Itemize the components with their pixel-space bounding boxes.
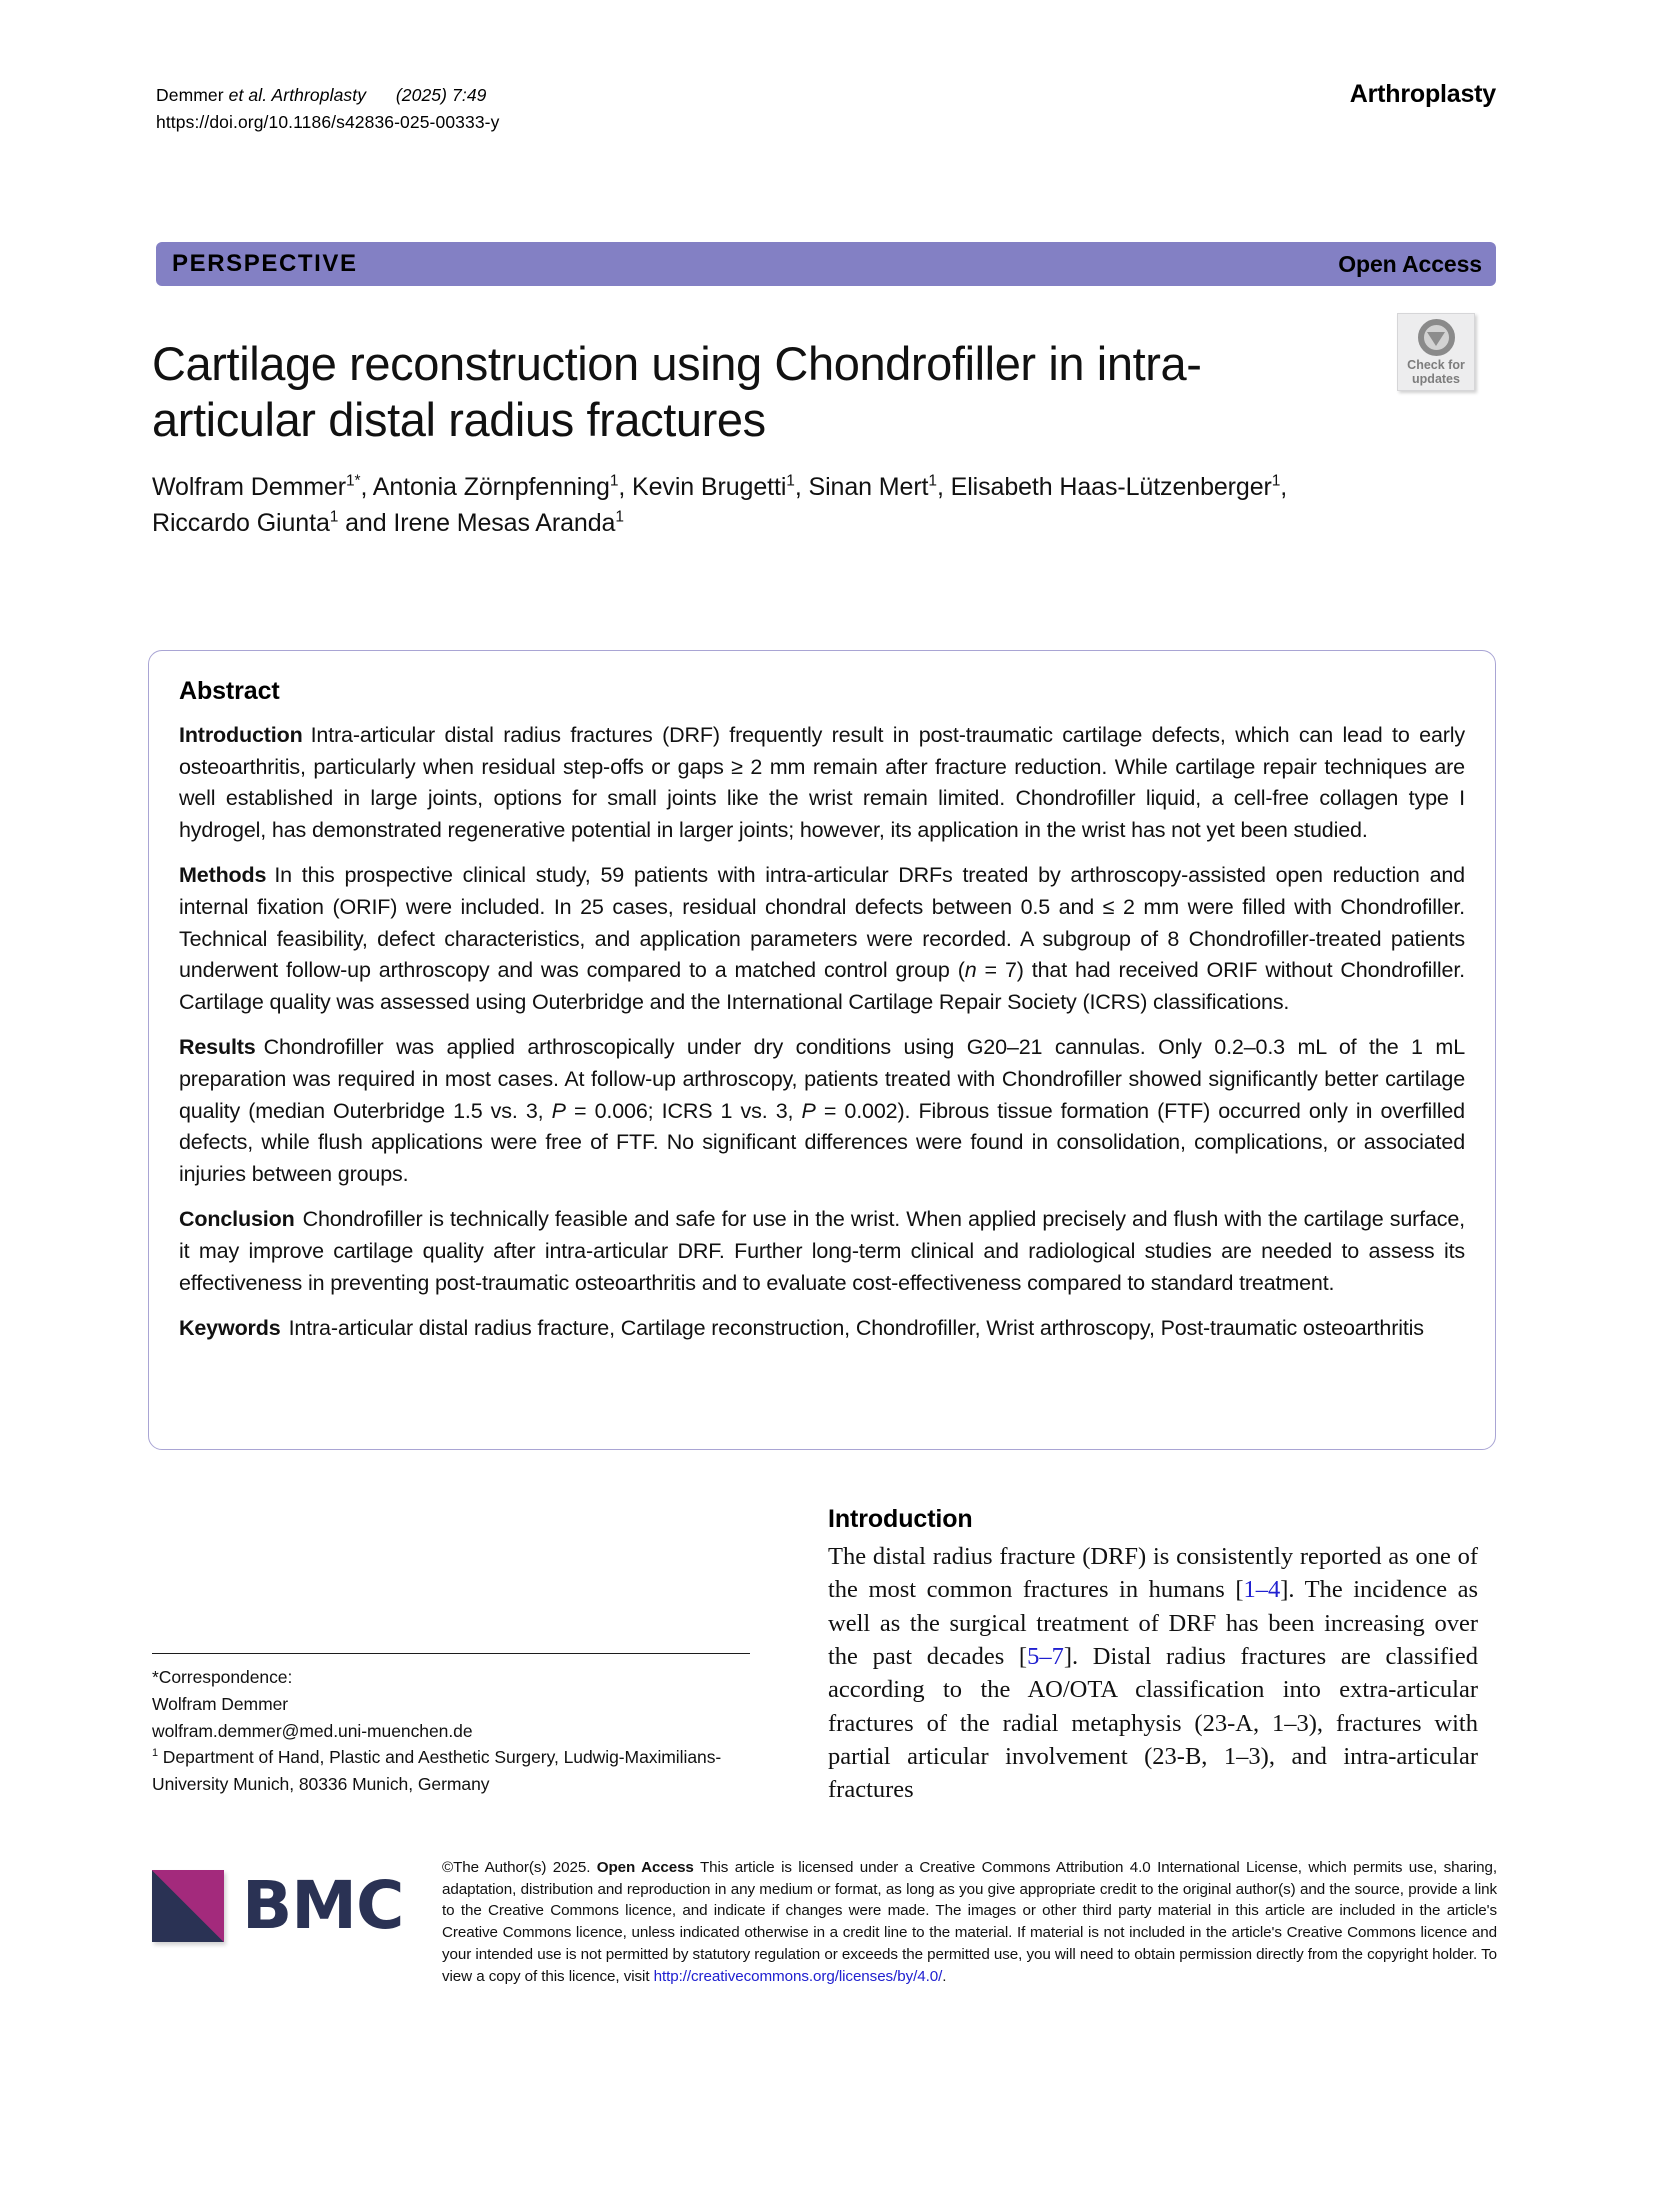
- author-5-sup: 1: [1271, 472, 1281, 490]
- author-7-sup: 1: [615, 508, 624, 526]
- abstract-methods-text-1: In this prospective clinical study, 59 patients with intra-articular DRFs treated by arthroscopy-assisted open reduction and internal fixation (ORIF) were included. In 25 cases, residual chondral defects between 0.5 and ≤ 2 mm were filled with Chondrofiller. Technical feasibility, defect characteristics, and application parameters were recorded. A subgroup of 8 Chondrofiller-treated patients underwent follow-up arthroscopy and was compared to a matched control group (: [179, 863, 1465, 983]
- affiliation-text: Department of Hand, Plastic and Aesthetic Surgery, Ludwig-Maximilians-University Munich, 80336 Munich, Germany: [152, 1747, 722, 1794]
- license-copyright: ©The Author(s) 2025.: [442, 1859, 597, 1876]
- author-2: , Antonia Zörnpfenning: [360, 473, 610, 501]
- abstract-conclusion-label: Conclusion: [179, 1207, 295, 1232]
- affiliation-sup: 1: [152, 1747, 158, 1760]
- bmc-logo-mark-icon: [152, 1870, 224, 1942]
- abstract-results-text-2: ; ICRS 1 vs. 3,: [647, 1098, 802, 1123]
- page-title: Cartilage reconstruction using Chondrofiller in intra-articular distal radius fractures: [152, 337, 1202, 446]
- intro-text-1: The distal radius fracture (DRF) is consistently reported as one of the most common fractures in humans [: [828, 1543, 1478, 1604]
- license-period: .: [942, 1967, 947, 1985]
- correspondence-email[interactable]: wolfram.demmer@med.uni-muenchen.de: [152, 1720, 473, 1741]
- abstract-results-p2: P: [801, 1098, 816, 1123]
- abstract-results: [179, 1032, 1465, 1190]
- journal-name: Arthroplasty: [1349, 80, 1496, 108]
- author-list: [152, 470, 1442, 541]
- author-2-sup: 1: [609, 472, 619, 490]
- citation-ref-2[interactable]: 5–7: [1027, 1642, 1064, 1670]
- introduction-paragraph: [828, 1540, 1478, 1807]
- bmc-logo-text: BMC: [242, 1867, 404, 1944]
- license-url-link[interactable]: http://creativecommons.org/licenses/by/4.0/: [653, 1967, 943, 1985]
- crossmark-line2: updates: [1412, 372, 1460, 386]
- citation-line: [156, 82, 499, 109]
- citation-author: Demmer: [156, 85, 229, 105]
- abstract-conclusion: [179, 1204, 1465, 1299]
- crossmark-icon: [1418, 319, 1455, 356]
- author-4-sup: 1: [928, 472, 937, 490]
- crossmark-label: [1407, 358, 1465, 386]
- author-sep: ,: [1280, 473, 1288, 501]
- correspondence-block: [152, 1664, 752, 1797]
- correspondence-name: Wolfram Demmer: [152, 1693, 289, 1714]
- abstract-keywords-text: Intra-articular distal radius fracture, Cartilage reconstruction, Chondrofiller, Wrist arthroscopy, Post-traumatic osteoarthritis: [288, 1316, 1424, 1341]
- introduction-heading: Introduction: [828, 1505, 973, 1533]
- author-3: , Kevin Brugetti: [618, 473, 787, 501]
- author-6-sup: 1: [329, 508, 339, 526]
- running-head: [156, 82, 1496, 135]
- abstract-results-p2-value: = 0.002: [815, 1098, 898, 1123]
- author-4: , Sinan Mert: [794, 473, 929, 501]
- doi-line[interactable]: https://doi.org/10.1186/s42836-025-00333-y: [156, 111, 500, 132]
- abstract-results-p1: P: [551, 1098, 566, 1123]
- abstract-conclusion-text: Chondrofiller is technically feasible and safe for use in the wrist. When applied precisely and flush with the cartilage surface, it may improve cartilage quality after intra-articular DRF. Further long-term clinical and radiological studies are needed to assess its effectiveness in preventing post-traumatic osteoarthritis and to evaluate cost-effectiveness compared to standard treatment.: [179, 1207, 1465, 1295]
- author-7: and Irene Mesas Aranda: [338, 508, 616, 537]
- abstract-introduction-label: Introduction: [179, 723, 303, 747]
- abstract-methods-n: n: [964, 958, 977, 983]
- intro-text-2: ]. The incidence as well as the surgical treatment of DRF has been increasing over the past decades [: [828, 1576, 1478, 1670]
- running-head-left: [156, 82, 499, 135]
- license-body: This article is licensed under a Creative Commons Attribution 4.0 International License, which permits use, sharing, adaptation, distribution and reproduction in any medium or format, as long as you give appropriate credit to the original author(s) and the source, provide a link to the Creative Commons licence, and indicate if changes were made. The images or other third party material in this article are included in the article's Creative Commons licence, unless indicated otherwise in a credit line to the material. If material is not included in the article's Creative Commons licence and your intended use is not permitted by statutory regulation or exceeds the permitted use, you will need to obtain permission directly from the copyright holder. To view a copy of this licence, visit: [442, 1859, 1497, 1985]
- abstract-introduction-text: Intra-articular distal radius fractures (DRF) frequently result in post-traumatic cartilage defects, which can lead to early osteoarthritis, particularly when residual step-offs or gaps ≥ 2 mm remain after fracture reduction. While cartilage repair techniques are well established in large joints, options for small joints like the wrist remain limited. Chondrofiller liquid, a cell-free collagen type I hydrogel, has demonstrated regenerative potential in larger joints; however, its application in the wrist has not yet been studied.: [179, 723, 1465, 842]
- intro-text-3: ]. Distal radius fractures are classified according to the AO/OTA classification into extra-articular fractures of the radial metaphysis (23-A, 1–3), fractures with partial articular involvement (23-B, 1–3), and intra-articular fractures: [828, 1642, 1478, 1804]
- abstract-methods: [179, 860, 1465, 1018]
- abstract-results-text-1: Chondrofiller was applied arthroscopically under dry conditions using G20–21 cannulas. Only 0.2–0.3 mL of the 1 mL preparation was required in most cases. At follow-up arthroscopy, patients treated with Chondrofiller showed significantly better cartilage quality (median Outerbridge 1.5 vs. 3,: [179, 1035, 1465, 1123]
- correspondence-column: [152, 1490, 752, 1797]
- correspondence-rule: [152, 1653, 750, 1654]
- citation-journal: et al. Arthroplasty: [228, 85, 367, 105]
- introduction-column: [828, 1505, 1478, 1807]
- abstract-methods-n-value: = 7: [976, 958, 1017, 983]
- abstract-results-p1-value: = 0.006: [565, 1098, 648, 1123]
- license-text: [442, 1845, 1497, 1987]
- author-5: , Elisabeth Haas-Lützenberger: [936, 473, 1272, 501]
- citation-ref-1[interactable]: 1–4: [1243, 1576, 1281, 1604]
- author-3-sup: 1: [786, 472, 795, 490]
- author-6: Riccardo Giunta: [152, 508, 330, 537]
- abstract-heading: Abstract: [179, 677, 280, 705]
- correspondence-label: *Correspondence:: [152, 1667, 293, 1688]
- abstract-introduction: [179, 720, 1465, 846]
- author-1-sup: 1*: [346, 472, 361, 490]
- open-access-badge: Open Access: [1338, 250, 1482, 277]
- abstract-keywords: [179, 1313, 1465, 1345]
- abstract-keywords-label: Keywords: [179, 1316, 281, 1341]
- abstract-results-label: Results: [179, 1035, 256, 1060]
- abstract-box: [148, 650, 1496, 1450]
- license-footer: [152, 1845, 1497, 1987]
- abstract-methods-text-2: ) that had received ORIF without Chondrofiller. Cartilage quality was assessed using Outerbridge and the International Cartilage Repair Society (ICRS) classifications.: [179, 958, 1465, 1014]
- bmc-logo: [152, 1845, 442, 1944]
- check-for-updates-badge[interactable]: [1397, 313, 1475, 391]
- author-1: Wolfram Demmer: [152, 473, 346, 501]
- article-type-bar: [156, 242, 1496, 286]
- citation-issue: (2025) 7:49: [395, 85, 487, 105]
- crossmark-line1: Check for: [1407, 358, 1465, 372]
- article-type-label: PERSPECTIVE: [172, 250, 358, 277]
- abstract-methods-label: Methods: [179, 863, 267, 888]
- correspondence-affiliation: [152, 1744, 752, 1797]
- license-open-access: Open Access: [596, 1859, 694, 1876]
- abstract-results-text-3: ). Fibrous tissue formation (FTF) occurred only in overfilled defects, while flush applications were free of FTF. No significant differences were found in consolidation, complications, or associated injuries between groups.: [179, 1098, 1465, 1186]
